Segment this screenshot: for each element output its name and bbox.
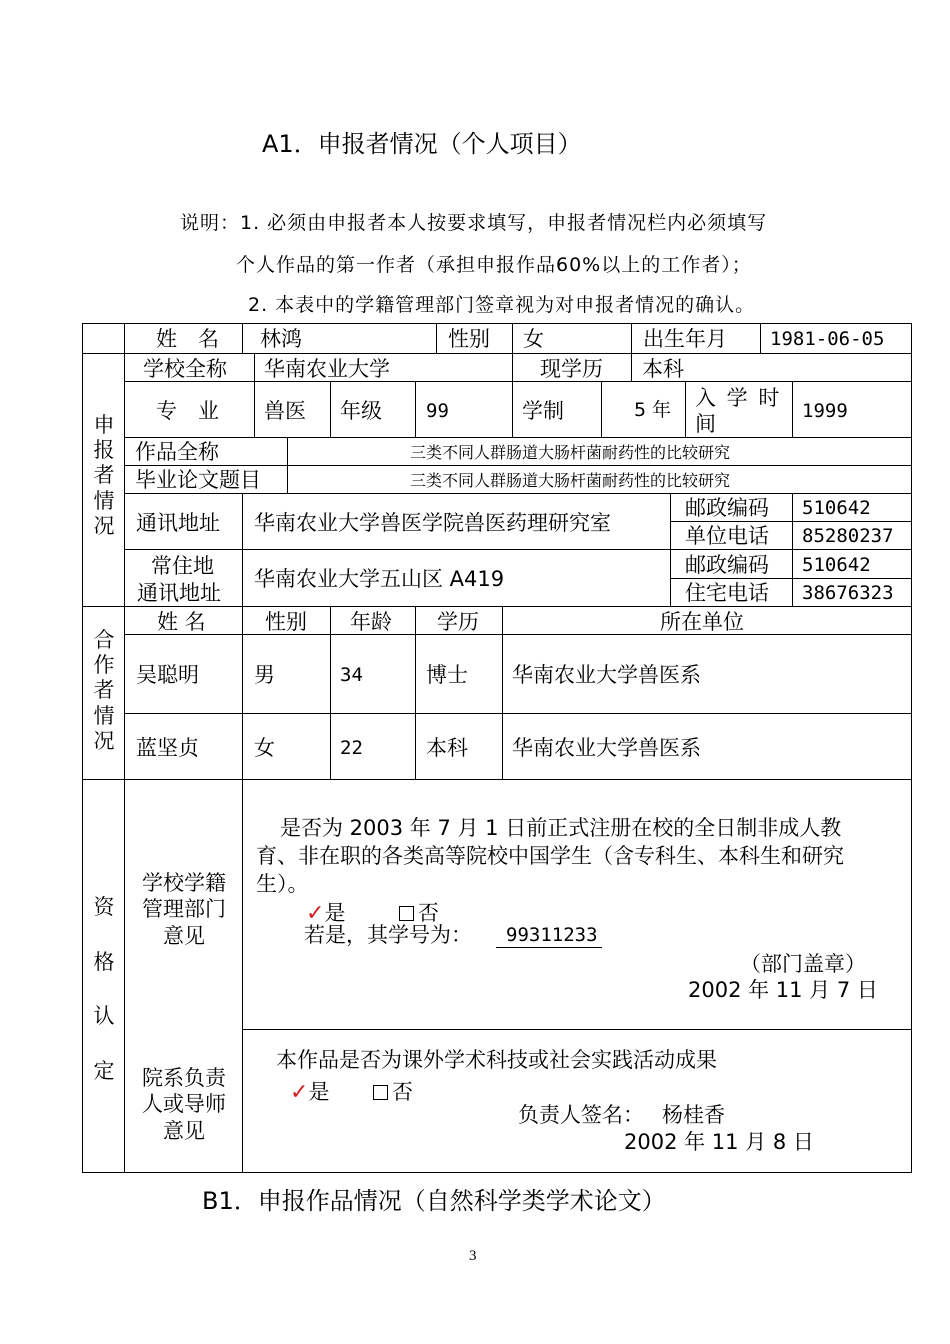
partner-name: 蓝坚贞 bbox=[136, 736, 199, 760]
school-value: 华南农业大学 bbox=[264, 357, 390, 381]
work-title-label: 作品全称 bbox=[135, 440, 219, 464]
gender-label: 性别 bbox=[448, 327, 490, 351]
school-dept-date: 2002 年 11 月 7 日 bbox=[688, 978, 878, 1002]
address-value: 华南农业大学兽医学院兽医药理研究室 bbox=[254, 511, 611, 535]
dept-head-date: 2002 年 11 月 8 日 bbox=[624, 1130, 814, 1154]
checkmark-icon: ✓ bbox=[290, 1080, 309, 1105]
work-phone-label: 单位电话 bbox=[685, 524, 769, 548]
no-option: 否 bbox=[391, 1080, 413, 1104]
enrollment-question-line3: 生）。 bbox=[256, 872, 309, 896]
zip-value: 510642 bbox=[802, 497, 871, 519]
enroll-label-line1: 入 学 时 bbox=[695, 386, 782, 410]
signer-name: 杨桂香 bbox=[662, 1103, 725, 1127]
partner-gender: 女 bbox=[254, 736, 275, 760]
no-option: 否 bbox=[417, 901, 439, 925]
major-label: 专 业 bbox=[156, 399, 219, 423]
applicant-section-label: 申报者情况 bbox=[93, 413, 115, 538]
duration-label: 学制 bbox=[522, 399, 564, 423]
enroll-label-line2: 间 bbox=[695, 412, 716, 436]
thesis-title-value: 三类不同人群肠道大肠杆菌耐药性的比较研究 bbox=[410, 471, 731, 490]
enrollment-question-line1: 是否为 2003 年 7 月 1 日前正式注册在校的全日制非成人教 bbox=[280, 816, 842, 840]
education-value: 本科 bbox=[642, 357, 684, 381]
partner-education: 本科 bbox=[426, 736, 468, 760]
partners-header-gender: 性别 bbox=[265, 610, 307, 634]
yes-option: 是 bbox=[324, 901, 346, 925]
home-phone-label: 住宅电话 bbox=[685, 581, 769, 605]
checkmark-icon: ✓ bbox=[306, 901, 325, 926]
partners-header-unit: 所在单位 bbox=[660, 610, 744, 634]
zip-label: 邮政编码 bbox=[685, 496, 769, 520]
partner-education: 博士 bbox=[426, 663, 468, 687]
note-line-1: 说明：1. 必须由申报者本人按要求填写，申报者情况栏内必须填写 bbox=[180, 212, 768, 234]
student-id-label: 若是，其学号为： bbox=[304, 923, 472, 947]
checkbox-icon bbox=[399, 906, 414, 921]
grade-value: 99 bbox=[426, 400, 449, 422]
signer-label: 负责人签名： bbox=[518, 1103, 644, 1127]
name-label: 姓 名 bbox=[156, 327, 219, 351]
home-address-value: 华南农业大学五山区 A419 bbox=[254, 567, 505, 591]
birth-label: 出生年月 bbox=[643, 327, 727, 351]
enroll-value: 1999 bbox=[802, 400, 848, 422]
partners-section-label: 合作者情况 bbox=[93, 628, 115, 753]
partner-name: 吴聪明 bbox=[136, 663, 199, 687]
page-number: 3 bbox=[469, 1248, 477, 1264]
note-line-2: 个人作品的第一作者（承担申报作品60%以上的工作者）； bbox=[236, 254, 752, 276]
partners-header-education: 学历 bbox=[437, 610, 479, 634]
dept-head-label: 院系负责 人或导师 意见 bbox=[142, 1066, 226, 1143]
home-phone-value: 38676323 bbox=[802, 582, 894, 604]
duration-value: 5 年 bbox=[634, 399, 672, 421]
qualification-section-label: 资格认定 bbox=[93, 895, 115, 1083]
partner-unit: 华南农业大学兽医系 bbox=[512, 736, 701, 760]
section-a1-title: A1．申报者情况（个人项目） bbox=[262, 130, 582, 158]
section-b1-title: B1．申报作品情况（自然科学类学术论文） bbox=[202, 1187, 666, 1215]
partner-age: 34 bbox=[340, 664, 363, 686]
home-address-label-line1: 常住地 bbox=[151, 554, 214, 578]
partner-age: 22 bbox=[340, 737, 363, 759]
school-dept-label: 学校学籍 管理部门 意见 bbox=[142, 871, 226, 948]
work-title-value: 三类不同人群肠道大肠杆菌耐药性的比较研究 bbox=[410, 443, 731, 462]
partners-header-age: 年龄 bbox=[350, 610, 392, 634]
zip2-value: 510642 bbox=[802, 554, 871, 576]
gender-value: 女 bbox=[523, 327, 544, 351]
checkbox-icon bbox=[373, 1085, 388, 1100]
address-label: 通讯地址 bbox=[136, 511, 220, 535]
zip2-label: 邮政编码 bbox=[685, 553, 769, 577]
grade-label: 年级 bbox=[340, 399, 382, 423]
partner-gender: 男 bbox=[254, 663, 275, 687]
education-label: 现学历 bbox=[540, 357, 603, 381]
activity-question: 本作品是否为课外学术科技或社会实践活动成果 bbox=[276, 1048, 717, 1072]
yes-option: 是 bbox=[308, 1080, 330, 1104]
enrollment-question-line2: 育、非在职的各类高等院校中国学生（含专科生、本科生和研究 bbox=[256, 844, 844, 868]
dept-stamp: （部门盖章） bbox=[740, 952, 866, 976]
partners-header-name: 姓 名 bbox=[157, 610, 206, 634]
work-phone-value: 85280237 bbox=[802, 525, 894, 547]
thesis-title-label: 毕业论文题目 bbox=[135, 468, 261, 492]
student-id-value: 99311233 bbox=[496, 926, 602, 948]
activity-answer bbox=[290, 1076, 413, 1106]
name-value: 林鸿 bbox=[260, 327, 302, 351]
partner-unit: 华南农业大学兽医系 bbox=[512, 663, 701, 687]
home-address-label-line2: 通讯地址 bbox=[137, 581, 221, 605]
major-value: 兽医 bbox=[264, 399, 306, 423]
school-label: 学校全称 bbox=[143, 357, 227, 381]
birth-value: 1981-06-05 bbox=[770, 328, 885, 350]
note-line-3: 2. 本表中的学籍管理部门签章视为对申报者情况的确认。 bbox=[248, 294, 756, 316]
